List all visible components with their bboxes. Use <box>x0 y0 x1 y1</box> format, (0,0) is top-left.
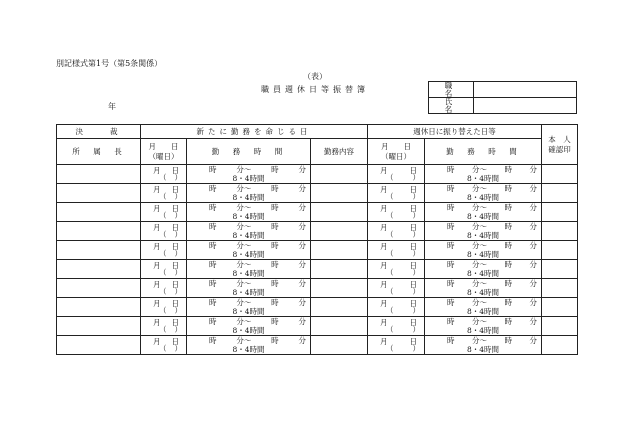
month-label: 月 <box>380 241 388 251</box>
month-label: 月 <box>153 241 161 251</box>
position-label: 職 名 <box>429 82 474 98</box>
hours-note: 8・4時間 <box>232 287 265 297</box>
minute-from-label: 分〜 <box>472 279 488 288</box>
new-date-cell[interactable] <box>141 184 187 203</box>
minute-to-label: 分 <box>529 298 538 307</box>
confirm-seal-cell[interactable] <box>542 279 578 298</box>
minute-from-label: 分〜 <box>472 260 488 269</box>
hour-label: 時 <box>504 279 513 288</box>
header-row-2 <box>57 139 578 165</box>
minute-from-label: 分〜 <box>236 317 252 326</box>
page-subtitle: （表） <box>303 72 327 81</box>
day-label: 日 <box>171 241 179 251</box>
hour-label: 時 <box>447 241 455 250</box>
new-work-time-cell[interactable] <box>187 203 311 222</box>
minute-from-label: 分〜 <box>472 222 488 231</box>
paren-close: ） <box>412 192 421 201</box>
work-content-cell[interactable] <box>311 279 368 298</box>
minute-to-label: 分 <box>298 165 306 174</box>
hour-label: 時 <box>504 203 513 212</box>
minute-to-label: 分 <box>298 279 306 288</box>
paren-open: （ <box>386 344 394 353</box>
minute-from-label: 分〜 <box>236 203 252 212</box>
minute-to-label: 分 <box>298 241 306 250</box>
confirm-seal-cell[interactable] <box>542 203 578 222</box>
swap-work-time-cell[interactable] <box>425 203 542 222</box>
page-title: 職員週休日等振替簿 <box>261 85 369 94</box>
swap-work-time-cell[interactable] <box>425 260 542 279</box>
minute-to-label: 分 <box>529 279 538 288</box>
month-label: 月 <box>380 222 388 232</box>
schedule-row <box>57 260 578 279</box>
schedule-row <box>57 203 578 222</box>
day-label: 日 <box>171 279 179 289</box>
schedule-row <box>57 317 578 336</box>
paren-close: ） <box>412 249 421 258</box>
hour-label: 時 <box>271 184 279 193</box>
swapped-day-header: 週休日に振り替えた日等 <box>368 125 542 139</box>
new-date-cell[interactable] <box>141 298 187 317</box>
hour-label: 時 <box>447 222 455 231</box>
swap-work-time-cell[interactable] <box>425 298 542 317</box>
hours-note: 8・4時間 <box>467 268 500 278</box>
minute-to-label: 分 <box>529 317 538 326</box>
decision-cell[interactable] <box>57 203 141 222</box>
hour-label: 時 <box>271 298 279 307</box>
form-number-label: 別記様式第1号（第5条関係） <box>56 59 163 68</box>
swap-work-time-cell[interactable] <box>425 336 542 355</box>
confirm-seal-cell[interactable] <box>542 184 578 203</box>
new-work-time-cell[interactable] <box>187 222 311 241</box>
confirm-header-line2: 確認印 <box>548 144 571 154</box>
swap-date-cell[interactable] <box>368 184 425 203</box>
hours-note: 8・4時間 <box>467 249 500 259</box>
new-month-day-line2: （曜日） <box>148 151 179 161</box>
work-content-cell[interactable] <box>311 336 368 355</box>
header-row-1 <box>57 125 578 139</box>
paren-close: ） <box>412 230 421 239</box>
paren-open: （ <box>386 230 394 239</box>
minute-from-label: 分〜 <box>236 241 252 250</box>
hours-note: 8・4時間 <box>232 325 265 335</box>
confirm-seal-cell[interactable] <box>542 222 578 241</box>
day-label: 日 <box>409 298 418 308</box>
new-work-time-cell[interactable] <box>187 260 311 279</box>
paren-open: （ <box>159 287 167 296</box>
hours-note: 8・4時間 <box>467 230 500 240</box>
swap-month-day-line1: 月 日 <box>381 142 412 151</box>
paren-close: ） <box>174 211 182 220</box>
hour-label: 時 <box>504 336 513 345</box>
hour-label: 時 <box>209 279 217 288</box>
minute-from-label: 分〜 <box>472 336 488 345</box>
paren-close: ） <box>174 287 182 296</box>
work-content-header: 勤務内容 <box>311 139 368 165</box>
hour-label: 時 <box>209 184 217 193</box>
decision-cell[interactable] <box>57 241 141 260</box>
swap-date-cell[interactable] <box>368 317 425 336</box>
hours-note: 8・4時間 <box>467 192 500 202</box>
new-work-time-header: 勤 務 時 間 <box>187 139 311 165</box>
new-work-time-cell[interactable] <box>187 336 311 355</box>
work-content-cell[interactable] <box>311 184 368 203</box>
hour-label: 時 <box>271 203 279 212</box>
paren-open: （ <box>159 325 167 334</box>
new-date-cell[interactable] <box>141 336 187 355</box>
day-label: 日 <box>409 222 418 232</box>
decision-cell[interactable] <box>57 184 141 203</box>
month-label: 月 <box>153 336 161 346</box>
hour-label: 時 <box>209 298 217 307</box>
minute-to-label: 分 <box>298 317 306 326</box>
new-work-time-cell[interactable] <box>187 241 311 260</box>
month-label: 月 <box>380 336 388 346</box>
dept-head-header: 所 属 長 <box>57 139 141 165</box>
hour-label: 時 <box>504 298 513 307</box>
hours-note: 8・4時間 <box>467 325 500 335</box>
work-content-cell[interactable] <box>311 241 368 260</box>
minute-from-label: 分〜 <box>236 260 252 269</box>
hour-label: 時 <box>447 317 455 326</box>
paren-close: ） <box>412 173 421 182</box>
hour-label: 時 <box>271 165 279 174</box>
minute-to-label: 分 <box>529 184 538 193</box>
month-label: 月 <box>153 260 161 270</box>
schedule-row <box>57 222 578 241</box>
confirm-seal-header <box>542 125 578 165</box>
confirm-seal-cell[interactable] <box>542 317 578 336</box>
new-month-day-line1: 月 日 <box>148 142 179 151</box>
new-work-time-cell[interactable] <box>187 184 311 203</box>
position-row <box>429 82 577 98</box>
hour-label: 時 <box>504 165 513 174</box>
hour-label: 時 <box>504 260 513 269</box>
paren-open: （ <box>159 211 167 220</box>
decision-cell[interactable] <box>57 336 141 355</box>
hours-note: 8・4時間 <box>232 230 265 240</box>
hour-label: 時 <box>271 279 279 288</box>
hour-label: 時 <box>271 260 279 269</box>
minute-to-label: 分 <box>529 222 538 231</box>
hour-label: 時 <box>504 317 513 326</box>
schedule-rows <box>57 165 578 355</box>
month-label: 月 <box>153 222 161 232</box>
swap-date-cell[interactable] <box>368 298 425 317</box>
month-label: 月 <box>153 203 161 213</box>
paren-open: （ <box>386 325 394 334</box>
schedule-row <box>57 279 578 298</box>
name-label: 氏 名 <box>429 98 474 114</box>
swap-work-time-header: 勤 務 時 間 <box>425 139 542 165</box>
hour-label: 時 <box>447 336 455 345</box>
day-label: 日 <box>171 222 179 232</box>
month-label: 月 <box>380 279 388 289</box>
confirm-seal-cell[interactable] <box>542 336 578 355</box>
decision-header: 決 裁 <box>57 125 141 139</box>
day-label: 日 <box>409 241 418 251</box>
swap-date-cell[interactable] <box>368 260 425 279</box>
swap-work-time-cell[interactable] <box>425 279 542 298</box>
minute-to-label: 分 <box>298 184 306 193</box>
new-date-cell[interactable] <box>141 241 187 260</box>
swap-work-time-cell[interactable] <box>425 165 542 184</box>
new-work-time-cell[interactable] <box>187 279 311 298</box>
month-label: 月 <box>380 165 388 175</box>
minute-to-label: 分 <box>529 260 538 269</box>
new-day-header: 新たに勤務を命じる日 <box>141 125 368 139</box>
new-date-cell[interactable] <box>141 317 187 336</box>
paren-close: ） <box>174 344 182 353</box>
new-date-cell[interactable] <box>141 222 187 241</box>
month-label: 月 <box>153 317 161 327</box>
paren-open: （ <box>159 306 167 315</box>
work-content-cell[interactable] <box>311 317 368 336</box>
hour-label: 時 <box>209 317 217 326</box>
hours-note: 8・4時間 <box>232 173 265 183</box>
new-date-cell[interactable] <box>141 279 187 298</box>
hour-label: 時 <box>447 203 455 212</box>
day-label: 日 <box>171 336 179 346</box>
schedule-table <box>56 124 578 355</box>
minute-to-label: 分 <box>298 222 306 231</box>
month-label: 月 <box>153 184 161 194</box>
schedule-row <box>57 241 578 260</box>
month-label: 月 <box>380 184 388 194</box>
paren-open: （ <box>386 211 394 220</box>
paren-close: ） <box>412 306 421 315</box>
swap-work-time-cell[interactable] <box>425 222 542 241</box>
paren-close: ） <box>174 306 182 315</box>
name-field[interactable] <box>474 98 577 114</box>
day-label: 日 <box>409 336 418 346</box>
hours-note: 8・4時間 <box>232 249 265 259</box>
minute-from-label: 分〜 <box>236 165 252 174</box>
minute-to-label: 分 <box>298 260 306 269</box>
swap-date-cell[interactable] <box>368 279 425 298</box>
minute-from-label: 分〜 <box>472 203 488 212</box>
new-date-cell[interactable] <box>141 203 187 222</box>
month-label: 月 <box>153 298 161 308</box>
paren-open: （ <box>386 173 394 182</box>
paren-open: （ <box>386 249 394 258</box>
minute-from-label: 分〜 <box>472 241 488 250</box>
minute-to-label: 分 <box>298 336 306 345</box>
work-content-cell[interactable] <box>311 260 368 279</box>
day-label: 日 <box>171 165 179 175</box>
hour-label: 時 <box>447 279 455 288</box>
hour-label: 時 <box>504 241 513 250</box>
hours-note: 8・4時間 <box>232 268 265 278</box>
name-row <box>429 98 577 114</box>
hour-label: 時 <box>209 203 217 212</box>
minute-from-label: 分〜 <box>236 222 252 231</box>
hours-note: 8・4時間 <box>232 344 265 354</box>
new-work-time-cell[interactable] <box>187 317 311 336</box>
minute-from-label: 分〜 <box>236 298 252 307</box>
confirm-header-line1: 本 人 <box>548 135 571 144</box>
month-label: 月 <box>153 279 161 289</box>
paren-close: ） <box>174 173 182 182</box>
day-label: 日 <box>409 165 418 175</box>
hours-note: 8・4時間 <box>467 306 500 316</box>
position-field[interactable] <box>474 82 577 98</box>
month-label: 月 <box>153 165 161 175</box>
confirm-seal-cell[interactable] <box>542 260 578 279</box>
hours-note: 8・4時間 <box>467 173 500 183</box>
day-label: 日 <box>171 298 179 308</box>
year-label: 年 <box>108 102 116 111</box>
hour-label: 時 <box>504 184 513 193</box>
new-month-day-header <box>141 139 187 165</box>
new-work-time-cell[interactable] <box>187 298 311 317</box>
schedule-row <box>57 184 578 203</box>
minute-to-label: 分 <box>529 165 538 174</box>
new-date-cell[interactable] <box>141 165 187 184</box>
swap-work-time-cell[interactable] <box>425 184 542 203</box>
day-label: 日 <box>409 203 418 213</box>
paren-close: ） <box>412 344 421 353</box>
swap-month-day-line2: （曜日） <box>381 151 412 161</box>
paren-open: （ <box>159 173 167 182</box>
swap-date-cell[interactable] <box>368 222 425 241</box>
hour-label: 時 <box>209 336 217 345</box>
day-label: 日 <box>409 279 418 289</box>
decision-cell[interactable] <box>57 279 141 298</box>
decision-cell[interactable] <box>57 298 141 317</box>
hour-label: 時 <box>447 184 455 193</box>
day-label: 日 <box>171 203 179 213</box>
paren-open: （ <box>159 249 167 258</box>
day-label: 日 <box>409 184 418 194</box>
paren-open: （ <box>386 306 394 315</box>
paren-close: ） <box>412 211 421 220</box>
hour-label: 時 <box>447 298 455 307</box>
paren-close: ） <box>174 230 182 239</box>
swap-date-cell[interactable] <box>368 165 425 184</box>
hours-note: 8・4時間 <box>467 344 500 354</box>
hour-label: 時 <box>447 165 455 174</box>
hour-label: 時 <box>447 260 455 269</box>
paren-open: （ <box>159 230 167 239</box>
hour-label: 時 <box>209 241 217 250</box>
hour-label: 時 <box>209 165 217 174</box>
minute-to-label: 分 <box>529 203 538 212</box>
month-label: 月 <box>380 203 388 213</box>
minute-from-label: 分〜 <box>236 184 252 193</box>
swap-work-time-cell[interactable] <box>425 241 542 260</box>
hour-label: 時 <box>209 260 217 269</box>
decision-cell[interactable] <box>57 222 141 241</box>
swap-date-cell[interactable] <box>368 336 425 355</box>
decision-cell[interactable] <box>57 165 141 184</box>
paren-close: ） <box>174 249 182 258</box>
paren-close: ） <box>412 287 421 296</box>
hour-label: 時 <box>271 222 279 231</box>
paren-open: （ <box>159 268 167 277</box>
new-work-time-cell[interactable] <box>187 165 311 184</box>
confirm-seal-cell[interactable] <box>542 298 578 317</box>
schedule-row <box>57 298 578 317</box>
work-content-cell[interactable] <box>311 165 368 184</box>
minute-from-label: 分〜 <box>472 317 488 326</box>
day-label: 日 <box>171 317 179 327</box>
minute-from-label: 分〜 <box>236 336 252 345</box>
hours-note: 8・4時間 <box>232 211 265 221</box>
swap-month-day-header <box>368 139 425 165</box>
minute-from-label: 分〜 <box>236 279 252 288</box>
month-label: 月 <box>380 317 388 327</box>
paren-open: （ <box>386 268 394 277</box>
hours-note: 8・4時間 <box>232 192 265 202</box>
confirm-seal-cell[interactable] <box>542 241 578 260</box>
decision-cell[interactable] <box>57 260 141 279</box>
schedule-row <box>57 336 578 355</box>
hour-label: 時 <box>271 336 279 345</box>
work-content-cell[interactable] <box>311 203 368 222</box>
day-label: 日 <box>409 260 418 270</box>
hours-note: 8・4時間 <box>467 287 500 297</box>
hour-label: 時 <box>271 317 279 326</box>
new-date-cell[interactable] <box>141 260 187 279</box>
minute-to-label: 分 <box>298 203 306 212</box>
work-content-cell[interactable] <box>311 298 368 317</box>
day-label: 日 <box>171 260 179 270</box>
paren-close: ） <box>174 268 182 277</box>
swap-work-time-cell[interactable] <box>425 317 542 336</box>
work-content-cell[interactable] <box>311 222 368 241</box>
month-label: 月 <box>380 298 388 308</box>
hour-label: 時 <box>271 241 279 250</box>
minute-to-label: 分 <box>529 336 538 345</box>
month-label: 月 <box>380 260 388 270</box>
employee-info-table <box>428 81 577 114</box>
minute-to-label: 分 <box>529 241 538 250</box>
swap-date-cell[interactable] <box>368 241 425 260</box>
hours-note: 8・4時間 <box>232 306 265 316</box>
paren-open: （ <box>159 344 167 353</box>
paren-close: ） <box>412 325 421 334</box>
paren-close: ） <box>174 325 182 334</box>
decision-cell[interactable] <box>57 317 141 336</box>
paren-close: ） <box>412 268 421 277</box>
minute-to-label: 分 <box>298 298 306 307</box>
paren-close: ） <box>174 192 182 201</box>
hour-label: 時 <box>209 222 217 231</box>
swap-date-cell[interactable] <box>368 203 425 222</box>
day-label: 日 <box>171 184 179 194</box>
paren-open: （ <box>386 287 394 296</box>
minute-from-label: 分〜 <box>472 165 488 174</box>
minute-from-label: 分〜 <box>472 184 488 193</box>
confirm-seal-cell[interactable] <box>542 165 578 184</box>
hours-note: 8・4時間 <box>467 211 500 221</box>
paren-open: （ <box>159 192 167 201</box>
hour-label: 時 <box>504 222 513 231</box>
day-label: 日 <box>409 317 418 327</box>
paren-open: （ <box>386 192 394 201</box>
schedule-row <box>57 165 578 184</box>
minute-from-label: 分〜 <box>472 298 488 307</box>
